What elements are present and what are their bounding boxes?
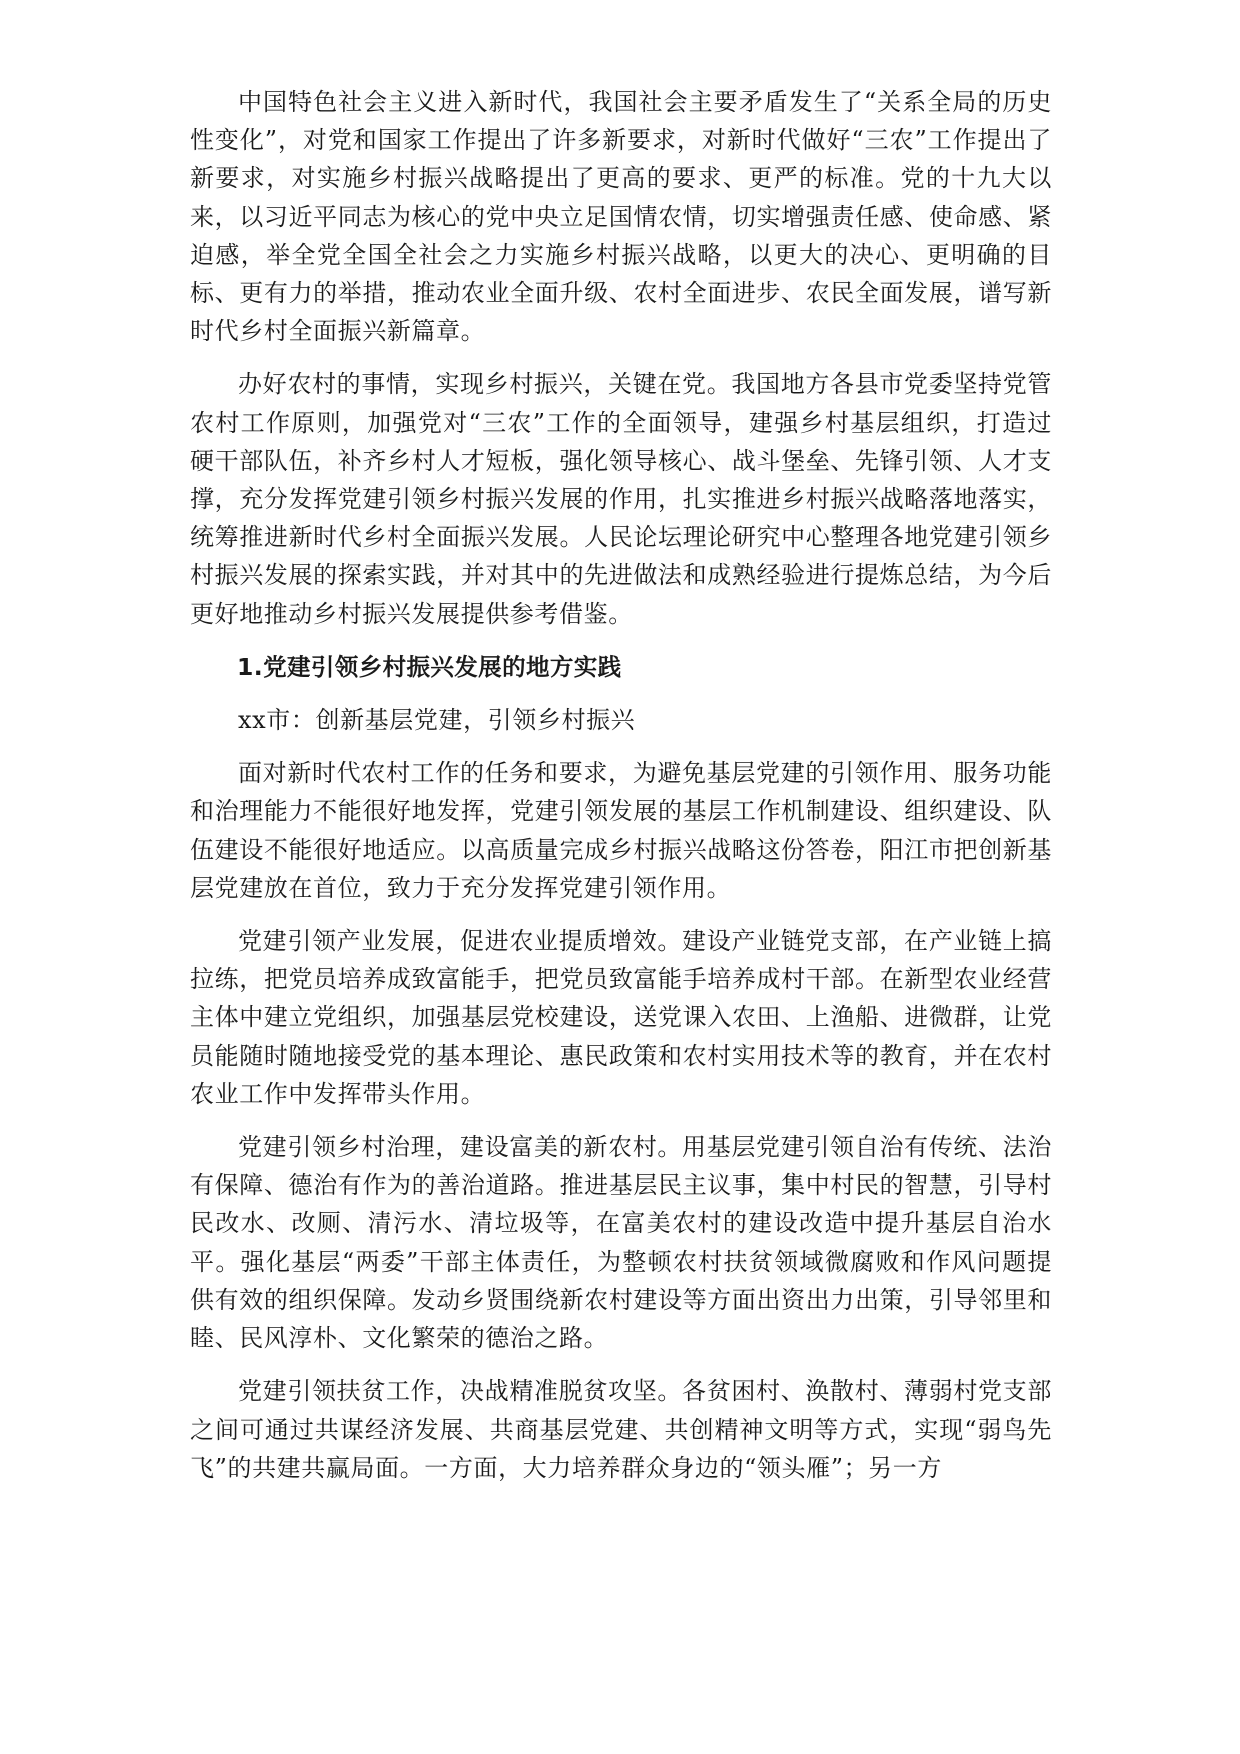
paragraph-intro: 中国特色社会主义进入新时代，我国社会主要矛盾发生了“关系全局的历史性变化”，对党和国家工作提出了许多新要求，对新时代做好“三农”工作提出了新要求，对实施乡村振兴战略提出了更高的要求、更严的标准。党的十九大以来，以习近平同志为核心的党中央立足国情农情，切实增强责任感、使命感、紧迫感，举全党全国全社会之力实施乡村振兴战略，以更大的决心、更明确的目标、更有力的举措，推动农业全面升级、农村全面进步、农民全面发展，谱写新时代乡村全面振兴新篇章。	[190, 88, 1052, 346]
paragraph-rural-governance: 党建引领乡村治理，建设富美的新农村。用基层党建引领自治有传统、法治有保障、德治有作为的善治道路。推进基层民主议事，集中村民的智慧，引导村民改水、改厕、清污水、清垃圾等，在富美农村的建设改造中提升基层自治水平。强化基层“两委”干部主体责任，为整顿农村扶贫领域微腐败和作风问题提供有效的组织保障。发动乡贤围绕新农村建设等方面出资出力出策，引导邻里和睦、民风淳朴、文化繁荣的德治之路。	[190, 1133, 1052, 1353]
paragraph-industry-development: 党建引领产业发展，促进农业提质增效。建设产业链党支部，在产业链上搞拉练，把党员培养成致富能手，把党员致富能手培养成村干部。在新型农业经营主体中建立党组织，加强基层党校建设，送党课入农田、上渔船、进微群，让党员能随时随地接受党的基本理论、惠民政策和农村实用技术等的教育，并在农村农业工作中发挥带头作用。	[190, 927, 1052, 1108]
paragraph-poverty-alleviation: 党建引领扶贫工作，决战精准脱贫攻坚。各贫困村、涣散村、薄弱村党支部之间可通过共谋经济发展、共商基层党建、共创精神文明等方式，实现“弱鸟先飞”的共建共赢局面。一方面，大力培养群众身边的“领头雁”；另一方	[190, 1377, 1052, 1482]
document-page	[190, 83, 1052, 1502]
section-subheading: xx市：创新基层党建，引领乡村振兴	[238, 706, 636, 735]
paragraph-party-leadership: 办好农村的事情，实现乡村振兴，关键在党。我国地方各县市党委坚持党管农村工作原则，加强党对“三农”工作的全面领导，建强乡村基层组织，打造过硬干部队伍，补齐乡村人才短板，强化领导核心、战斗堡垒、先锋引领、人才支撑，充分发挥党建引领乡村振兴发展的作用，扎实推进乡村振兴战略落地落实，统筹推进新时代乡村全面振兴发展。人民论坛理论研究中心整理各地党建引领乡村振兴发展的探索实践，并对其中的先进做法和成熟经验进行提炼总结，为今后更好地推动乡村振兴发展提供参考借鉴。	[190, 370, 1052, 628]
section-heading: 1.党建引领乡村振兴发展的地方实践	[237, 652, 622, 681]
paragraph-new-era-tasks: 面对新时代农村工作的任务和要求，为避免基层党建的引领作用、服务功能和治理能力不能很好地发挥，党建引领发展的基层工作机制建设、组织建设、队伍建设不能很好地适应。以高质量完成乡村振兴战略这份答卷，阳江市把创新基层党建放在首位，致力于充分发挥党建引领作用。	[190, 759, 1052, 902]
